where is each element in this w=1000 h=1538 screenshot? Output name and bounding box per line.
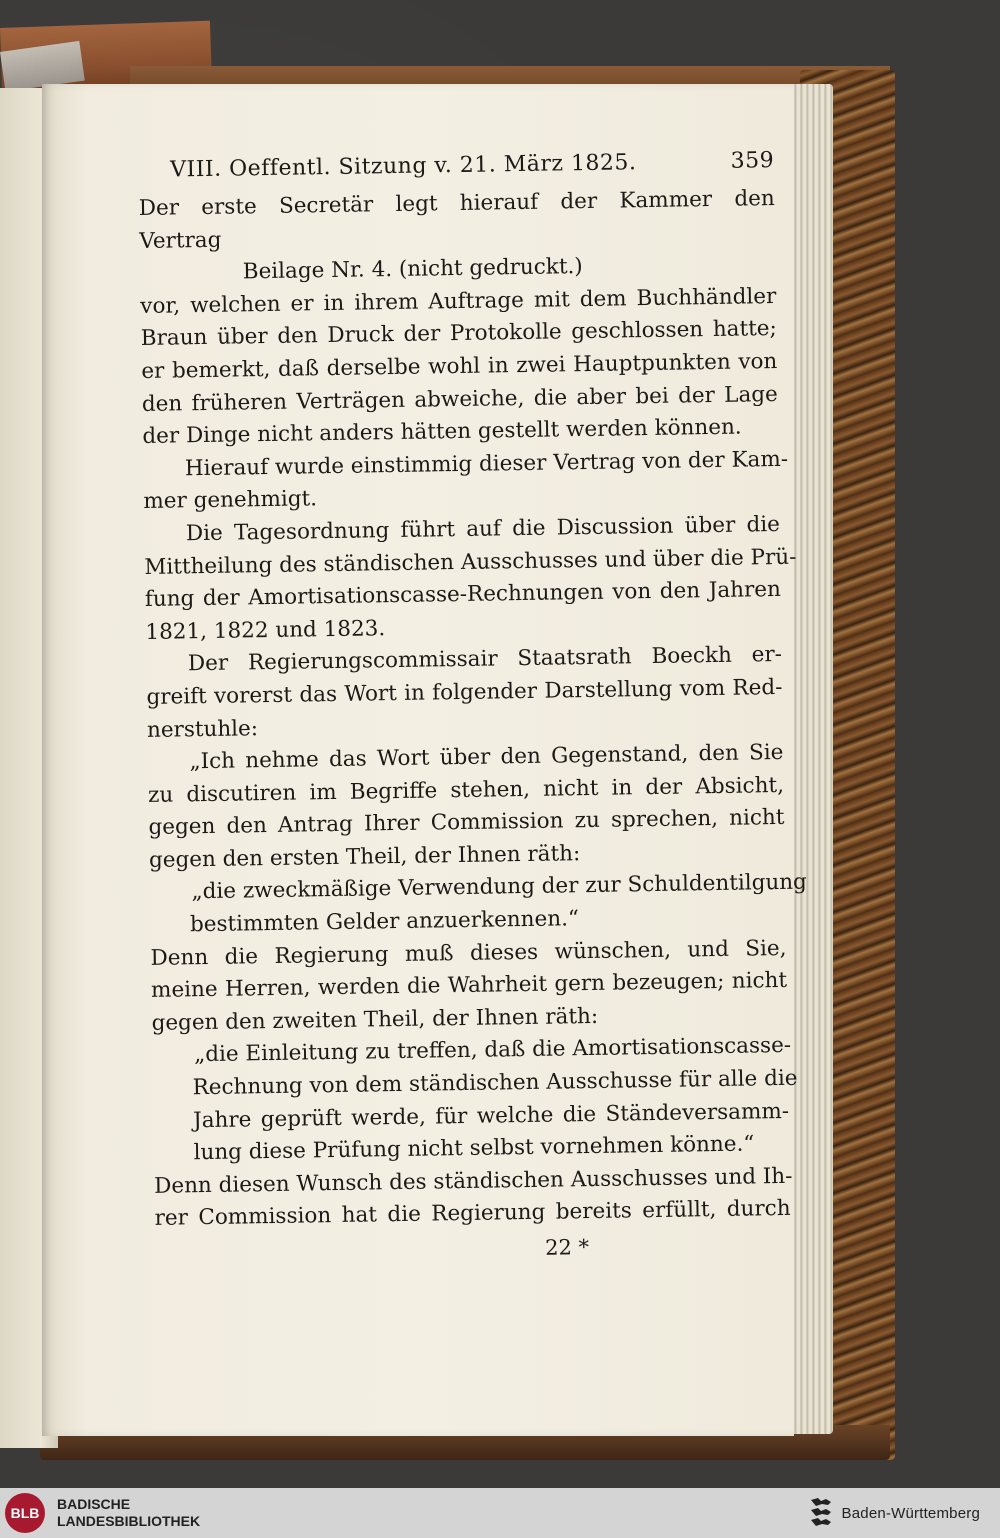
text-line: der Dinge nicht anders hätten gestellt werden können. [142, 414, 742, 450]
text-line: Jahre geprüft werde, für welche die Ständeversamm- [192, 1098, 790, 1133]
library-name [57, 1496, 200, 1530]
text-line: gegen den zweiten Theil, der Ihnen räth: [151, 1003, 599, 1036]
text-line: Rechnung von dem ständischen Ausschusse für alle die [192, 1065, 798, 1101]
state-branding[interactable] [808, 1496, 980, 1530]
text-line: Braun über den Druck der Protokolle geschlossen hatte; [140, 316, 777, 352]
text-line: rer Commission hat die Regierung bereits erfüllt, durch [154, 1196, 791, 1232]
text-line: Mittheilung des ständischen Ausschusses und über die Prü- [144, 544, 797, 580]
text-line: gegen den Antrag Ihrer Commission zu sprechen, nicht [148, 805, 785, 841]
page-text [138, 148, 808, 1266]
text-line: meine Herren, werden die Wahrheit gern bezeugen; nicht [150, 968, 788, 1004]
running-head-title: VIII. Oeffentl. Sitzung v. 21. März 1825. [169, 150, 637, 183]
text-line: nerstuhle: [146, 715, 259, 743]
state-name: Baden-Württemberg [841, 1504, 980, 1522]
text-line: „die zweckmäßige Verwendung der zur Schuldentilgung [191, 870, 808, 905]
text-line: Hierauf wurde einstimmig dieser Vertrag von der Kam- [184, 446, 789, 482]
text-line: vor, welchen er in ihrem Auftrage mit dem Buchhändler [140, 283, 777, 319]
body-text [138, 183, 808, 1236]
blb-logo-icon: BLB [5, 1493, 45, 1533]
text-line: Der Regierungscommissair Staatsrath Boeckh er- [187, 642, 783, 677]
bw-lions-icon [808, 1496, 834, 1530]
text-line: den früheren Verträgen abweiche, die aber bei der Lage [141, 381, 778, 417]
text-line: mer genehmigt. [143, 486, 318, 515]
text-line: zu discutiren im Begriffe stehen, nicht in der Absicht, [147, 772, 785, 808]
text-line: lung diese Prüfung nicht selbst vornehmen könne.“ [193, 1131, 755, 1166]
text-line: Vertrag [139, 227, 222, 254]
text-line: bestimmten Gelder anzuerkennen.“ [189, 906, 580, 938]
text-line: gegen den ersten Theil, der Ihnen räth: [148, 841, 581, 873]
running-head [138, 148, 774, 183]
footer-bar [0, 1488, 1000, 1538]
library-name-line2: LANDESBIBLIOTHEK [57, 1513, 201, 1529]
text-line: Denn die Regierung muß dieses wünschen, und Sie, [150, 935, 787, 971]
page-number: 359 [730, 148, 775, 174]
library-name-line1: BADISCHE [57, 1496, 131, 1512]
text-line: er bemerkt, daß derselbe wohl in zwei Hauptpunkten von [141, 348, 778, 384]
text-line: Denn diesen Wunsch des ständischen Ausschusses und Ih- [153, 1163, 793, 1199]
text-line: Der erste Secretär legt hierauf der Kammer den [138, 186, 775, 221]
library-branding[interactable] [5, 1493, 200, 1533]
text-line: fung der Amortisationscasse-Rechnungen von den Jahren [144, 577, 782, 613]
text-line: Die Tagesordnung führt auf die Discussion über die [185, 511, 781, 547]
text-line: 1821, 1822 und 1823. [145, 615, 386, 645]
signature-mark: 22 * [544, 1235, 590, 1260]
text-line: greift vorerst das Wort in folgender Darstellung vom Red- [146, 674, 783, 710]
text-line: Beilage Nr. 4. (nicht gedruckt.) [242, 254, 583, 285]
book-page [42, 84, 808, 1436]
text-line: „die Einleitung zu treffen, daß die Amortisationscasse- [193, 1033, 792, 1068]
text-line: „Ich nehme das Wort über den Gegenstand, den Sie [189, 740, 784, 775]
